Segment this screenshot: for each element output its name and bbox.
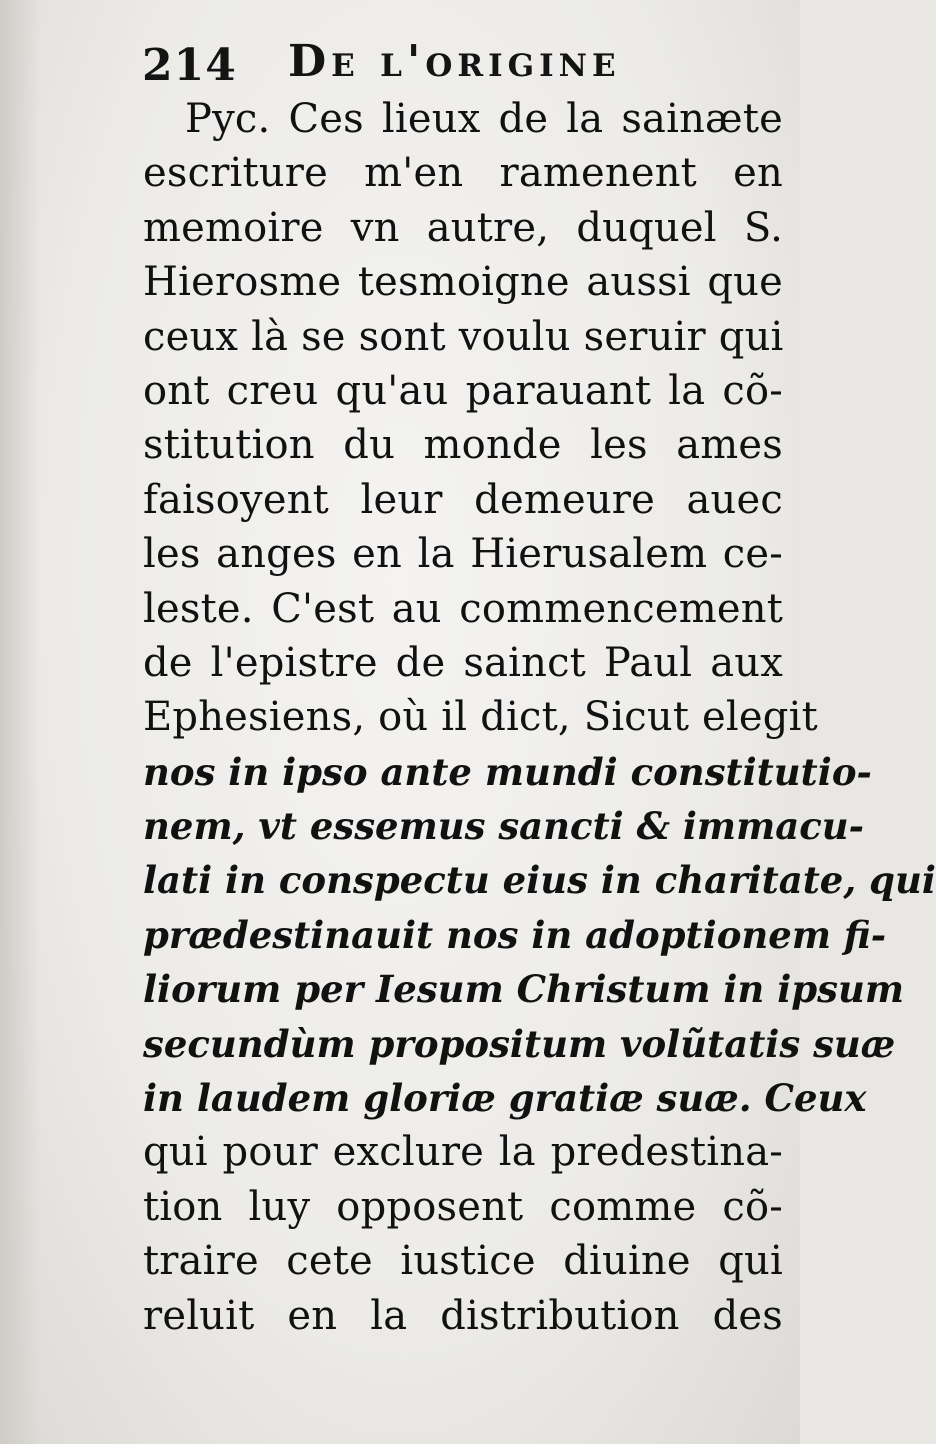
text-line: escriture m'en ramenent en [143,150,783,197]
latin-quote-line: in laudem gloriæ gratiæ suæ. Ceux [143,1076,867,1121]
text-line: qui pour exclure la predestina- [143,1129,783,1176]
latin-quote-line: prædestinauit nos in adoptionem fi- [143,912,887,957]
page-header [142,36,782,92]
text-line: ont creu qu'au parauant la cõ- [143,367,783,414]
running-title: De l'origine [288,36,621,87]
text-line: de l'epistre de sainct Paul aux [143,639,783,686]
text-line: les anges en la Hierusalem ce- [143,531,783,578]
text-line: Ephesiens, où il dict, Sicut elegit [143,694,818,741]
text-line: traire cete iustice diuine qui [143,1238,783,1285]
text-line: Pyc. Ces lieux de la sainӕte [185,96,783,142]
latin-quote-line: secundùm propositum volũtatis suæ [143,1021,896,1066]
text-line: reluit en la distribution des [143,1292,783,1339]
page-gutter-shadow [0,0,40,1444]
text-line: ceux là se sont voulu seruir qui [143,313,784,360]
latin-quote-line: nem, vt essemus sancti & immacu- [143,804,864,849]
text-line: stitution du monde les ames [143,422,783,469]
latin-quote-line: lati in conspectu eius in charitate, qui [143,858,936,903]
latin-quote-line: nos in ipso ante mundi constitutio- [143,749,872,794]
text-line: leste. C'est au commencement [143,585,783,632]
page-number: 214 [142,40,237,91]
text-line: tion luy opposent comme cõ- [143,1183,783,1230]
text-line: memoire vn autre, duquel S. [143,204,783,251]
latin-quote-line: liorum per Iesum Christum in ipsum [143,967,905,1012]
text-line: Hierosme tesmoigne aussi que [143,259,783,306]
text-line: faisoyent leur demeure auec [143,476,783,523]
body-text [143,92,936,1343]
